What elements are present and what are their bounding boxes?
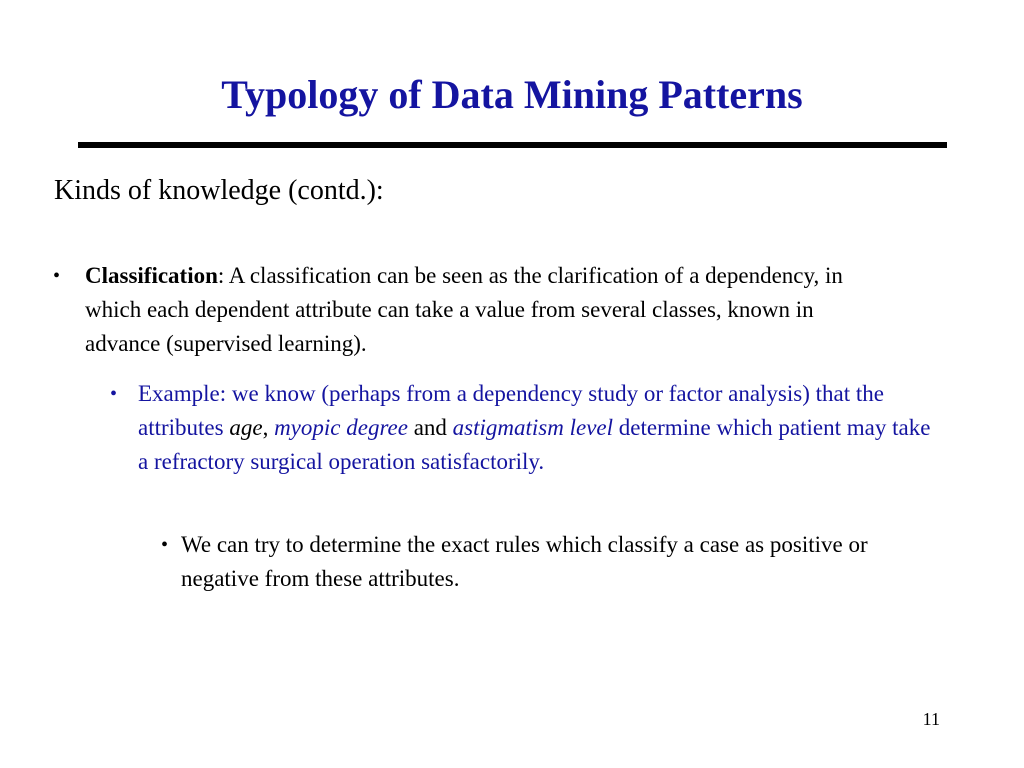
slide-title: Typology of Data Mining Patterns	[221, 72, 803, 117]
example-text-start: Example: we know (perhaps from a dependency study or factor analysis) that the attributes	[138, 381, 884, 440]
separator-comma: ,	[262, 415, 275, 440]
page-number: 11	[922, 709, 940, 729]
slide-subtitle: Kinds of knowledge (contd.):	[54, 175, 384, 206]
classification-definition: : A classification can be seen as the clarification of a dependency, in which each dependent attribute can take a value from several classes, known in advance (supervised learning).	[85, 263, 843, 356]
attribute-astigmatism-level: astigmatism level	[452, 415, 614, 440]
separator-and: and	[407, 415, 453, 440]
rules-text: We can try to determine the exact rules which classify a case as positive or negative from these attributes.	[181, 532, 868, 591]
bullet-dot-icon: •	[53, 265, 61, 287]
term-classification: Classification	[85, 263, 218, 288]
bullet-item-rules	[161, 528, 921, 596]
title-underline-divider	[78, 142, 947, 148]
bullet-dot-icon: •	[161, 534, 169, 556]
example-text-end: determine which patient may take a refractory surgical operation satisfactorily.	[138, 415, 931, 474]
attribute-myopic-degree: myopic degree	[274, 415, 408, 440]
attribute-age: age	[229, 415, 263, 440]
bullet-item-example	[110, 377, 938, 479]
bullet-item-classification	[53, 259, 885, 361]
bullet-dot-icon: •	[110, 383, 118, 405]
